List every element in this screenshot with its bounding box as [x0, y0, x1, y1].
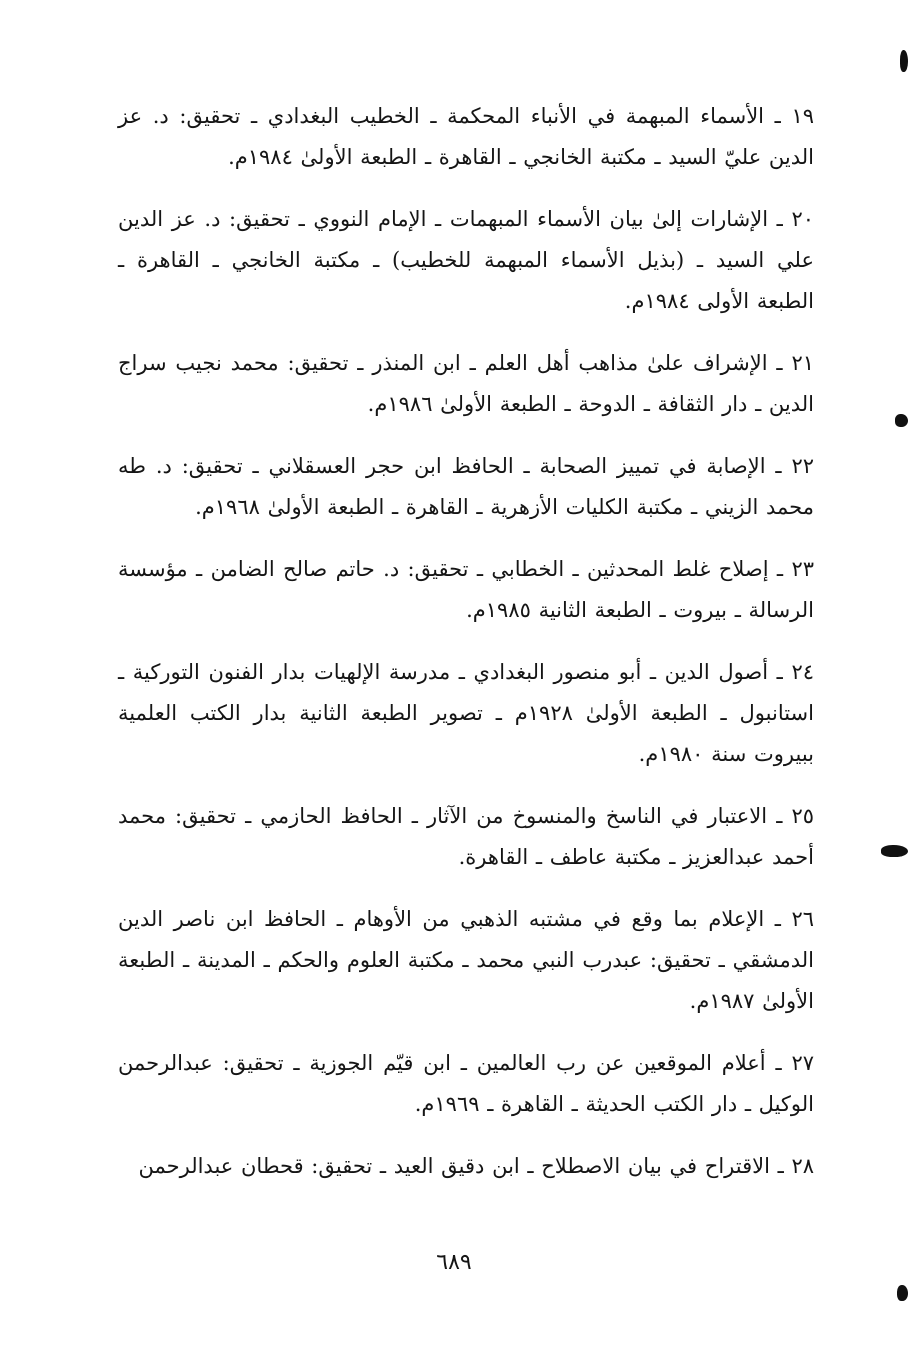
- bibliography-entry-26: ٢٦ ـ الإعلام بما وقع في مشتبه الذهبي من الأوهام ـ الحافظ ابن ناصر الدين الدمشقي ـ تحقيق: عبدرب النبي محمد ـ مكتبة العلوم والحكم ـ المدينة ـ الطبعة الأولىٰ ١٩٨٧م.: [118, 907, 814, 1013]
- bibliography-entry-28: ٢٨ ـ الاقتراح في بيان الاصطلاح ـ ابن دقيق العيد ـ تحقيق: قحطان عبدالرحمن: [138, 1154, 814, 1178]
- scan-mark: [895, 414, 908, 427]
- bibliography-entry-27: ٢٧ ـ أعلام الموقعين عن رب العالمين ـ ابن قيّم الجوزية ـ تحقيق: عبدالرحمن الوكيل ـ دار الكتب الحديثة ـ القاهرة ـ ١٩٦٩م.: [118, 1051, 814, 1116]
- bibliography-entry-23: ٢٣ ـ إصلاح غلط المحدثين ـ الخطابي ـ تحقيق: د. حاتم صالح الضامن ـ مؤسسة الرسالة ـ بيروت ـ الطبعة الثانية ١٩٨٥م.: [118, 557, 814, 622]
- bibliography-entry-20: ٢٠ ـ الإشارات إلىٰ بيان الأسماء المبهمات ـ الإمام النووي ـ تحقيق: د. عز الدين علي السيد ـ (بذيل الأسماء المبهمة للخطيب) ـ مكتبة الخانجي ـ القاهرة ـ الطبعة الأولى ١٩٨٤م.: [118, 207, 814, 313]
- scan-mark: [897, 1285, 908, 1301]
- bibliography-entry-19: ١٩ ـ الأسماء المبهمة في الأنباء المحكمة ـ الخطيب البغدادي ـ تحقيق: د. عز الدين عليّ السيد ـ مكتبة الخانجي ـ القاهرة ـ الطبعة الأولىٰ ١٩٨٤م.: [118, 104, 814, 169]
- scan-mark: [881, 845, 908, 857]
- page-number: ٦٨٩: [436, 1250, 472, 1275]
- bibliography-entry-25: ٢٥ ـ الاعتبار في الناسخ والمنسوخ من الآثار ـ الحافظ الحازمي ـ تحقيق: محمد أحمد عبدالعزيز ـ مكتبة عاطف ـ القاهرة.: [118, 804, 814, 869]
- bibliography-entry-24: ٢٤ ـ أصول الدين ـ أبو منصور البغدادي ـ مدرسة الإلهيات بدار الفنون التوركية ـ استانبول ـ الطبعة الأولىٰ ١٩٢٨م ـ تصوير الطبعة الثانية بدار الكتب العلمية ببيروت سنة ١٩٨٠م.: [118, 660, 814, 766]
- bibliography-entry-21: ٢١ ـ الإشراف علىٰ مذاهب أهل العلم ـ ابن المنذر ـ تحقيق: محمد نجيب سراج الدين ـ دار الثقافة ـ الدوحة ـ الطبعة الأولىٰ ١٩٨٦م.: [118, 351, 814, 416]
- bibliography-list: [118, 96, 814, 1187]
- bibliography-entry-22: ٢٢ ـ الإصابة في تمييز الصحابة ـ الحافظ ابن حجر العسقلاني ـ تحقيق: د. طه محمد الزيني ـ مكتبة الكليات الأزهرية ـ القاهرة ـ الطبعة الأولىٰ ١٩٦٨م.: [118, 454, 814, 519]
- scan-mark: [900, 50, 908, 72]
